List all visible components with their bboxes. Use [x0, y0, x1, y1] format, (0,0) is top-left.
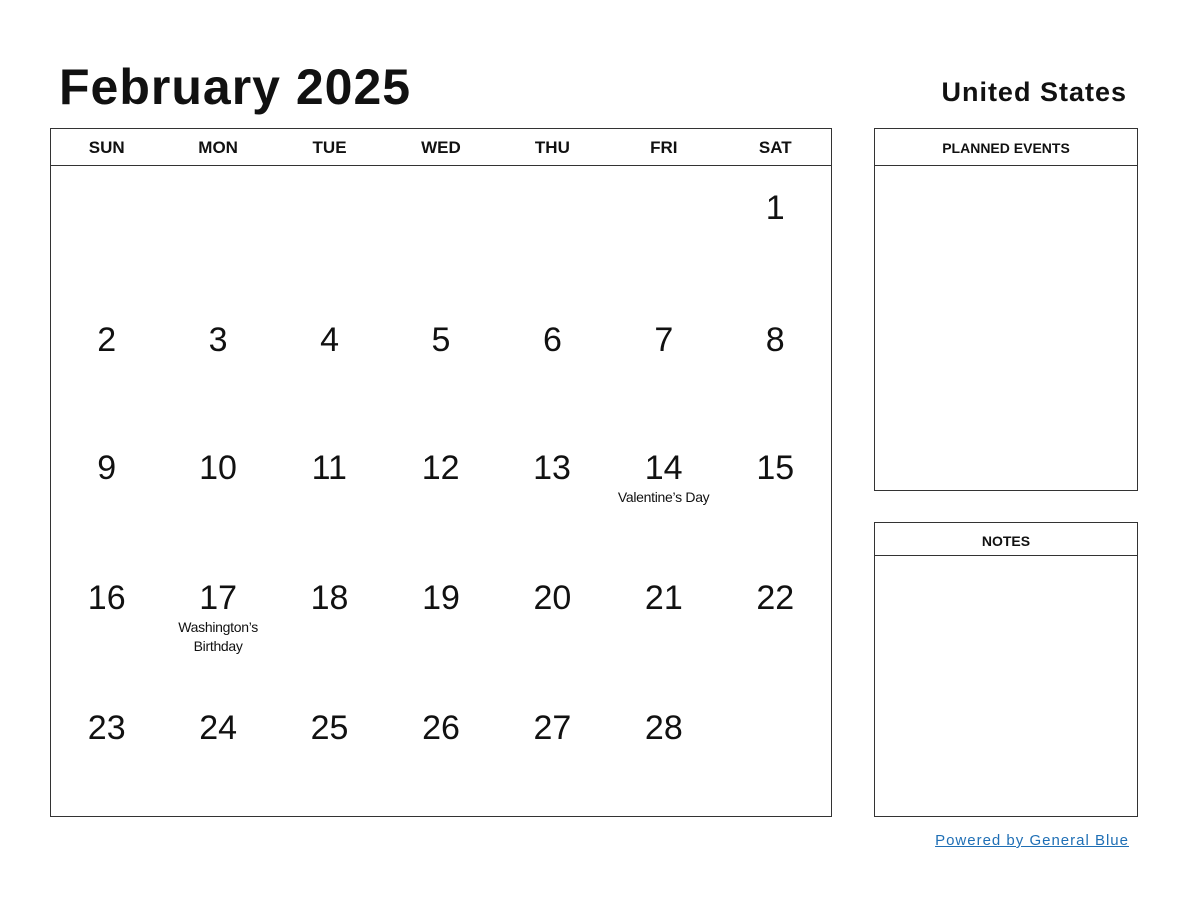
day-cell: [162, 166, 273, 296]
calendar-week: [51, 686, 831, 816]
day-cell: [385, 166, 496, 296]
notes-box: [874, 522, 1138, 817]
day-number: 1: [765, 189, 785, 227]
day-cell: [608, 556, 719, 686]
day-number: 11: [311, 449, 347, 487]
day-cell: [497, 556, 608, 686]
planned-events-box: [874, 128, 1138, 491]
day-number: 14: [644, 449, 683, 487]
day-cell: [274, 556, 385, 686]
day-cell: [720, 298, 831, 428]
country-label: United States: [941, 77, 1127, 107]
day-cell: [608, 298, 719, 428]
day-cell: [51, 426, 162, 556]
day-number: 13: [533, 449, 571, 487]
day-cell: [51, 298, 162, 428]
weekday-thu: THU: [534, 138, 570, 157]
day-cell: [720, 426, 831, 556]
day-number: 19: [422, 579, 460, 617]
day-number: 6: [542, 321, 562, 359]
day-cell: [385, 686, 496, 816]
day-number: 9: [97, 449, 117, 487]
calendar-week: [51, 166, 831, 296]
day-number: 3: [208, 321, 228, 359]
holiday-label: Washington’s Birthday: [178, 619, 258, 654]
day-number: 22: [756, 579, 795, 617]
day-number: 24: [199, 709, 238, 747]
day-cell: [608, 166, 719, 296]
day-number: 28: [644, 709, 683, 747]
powered-by-link[interactable]: Powered by General Blue: [935, 832, 1129, 849]
holiday-label: Valentine’s Day: [617, 489, 710, 505]
day-cell: [274, 298, 385, 428]
day-cell: [162, 686, 273, 816]
day-number: 8: [765, 321, 785, 359]
day-cell: [385, 298, 496, 428]
day-number: 15: [756, 449, 795, 487]
day-cell: [274, 166, 385, 296]
day-number: 17: [199, 579, 238, 617]
day-cell: [608, 686, 719, 816]
day-cell: [51, 686, 162, 816]
weekday-fri: FRI: [650, 138, 678, 157]
calendar-body: [51, 166, 831, 816]
day-cell: [720, 556, 831, 686]
day-number: 10: [199, 449, 237, 487]
day-number: 21: [644, 579, 683, 617]
day-number: 26: [422, 709, 460, 747]
day-cell: [497, 298, 608, 428]
day-cell: [720, 686, 831, 816]
day-cell: [385, 426, 496, 556]
day-cell: [497, 686, 608, 816]
day-cell: [608, 426, 720, 556]
day-number: 5: [431, 321, 451, 359]
day-number: 20: [533, 579, 572, 617]
calendar-week: [51, 298, 831, 428]
day-cell: [274, 426, 385, 556]
day-number: 23: [87, 709, 126, 747]
notes-title: NOTES: [875, 523, 1137, 556]
calendar-week: [51, 556, 831, 686]
weekday-wed: WED: [421, 138, 461, 157]
day-cell: [162, 298, 273, 428]
page-title: February 2025: [59, 59, 412, 115]
day-cell: [274, 686, 385, 816]
weekday-header: [51, 129, 831, 166]
day-number: 7: [654, 321, 674, 359]
day-cell: [720, 166, 831, 296]
day-number: 25: [310, 709, 349, 747]
weekday-mon: MON: [198, 138, 238, 157]
day-cell: [162, 556, 273, 686]
day-cell: [51, 166, 162, 296]
day-cell: [385, 556, 496, 686]
planned-events-title: PLANNED EVENTS: [875, 129, 1137, 166]
calendar-week: [51, 426, 831, 556]
weekday-sun: SUN: [88, 138, 125, 157]
day-cell: [496, 426, 607, 556]
day-number: 27: [533, 709, 572, 747]
weekday-sat: SAT: [758, 138, 792, 157]
day-cell: [497, 166, 608, 296]
day-number: 12: [421, 449, 460, 487]
weekday-tue: TUE: [312, 138, 347, 157]
day-cell: [51, 556, 162, 686]
day-number: 18: [310, 579, 349, 617]
calendar-grid: [50, 128, 832, 817]
day-number: 2: [97, 321, 117, 359]
day-cell: [162, 426, 273, 556]
day-number: 4: [320, 321, 340, 359]
day-number: 16: [87, 579, 126, 617]
